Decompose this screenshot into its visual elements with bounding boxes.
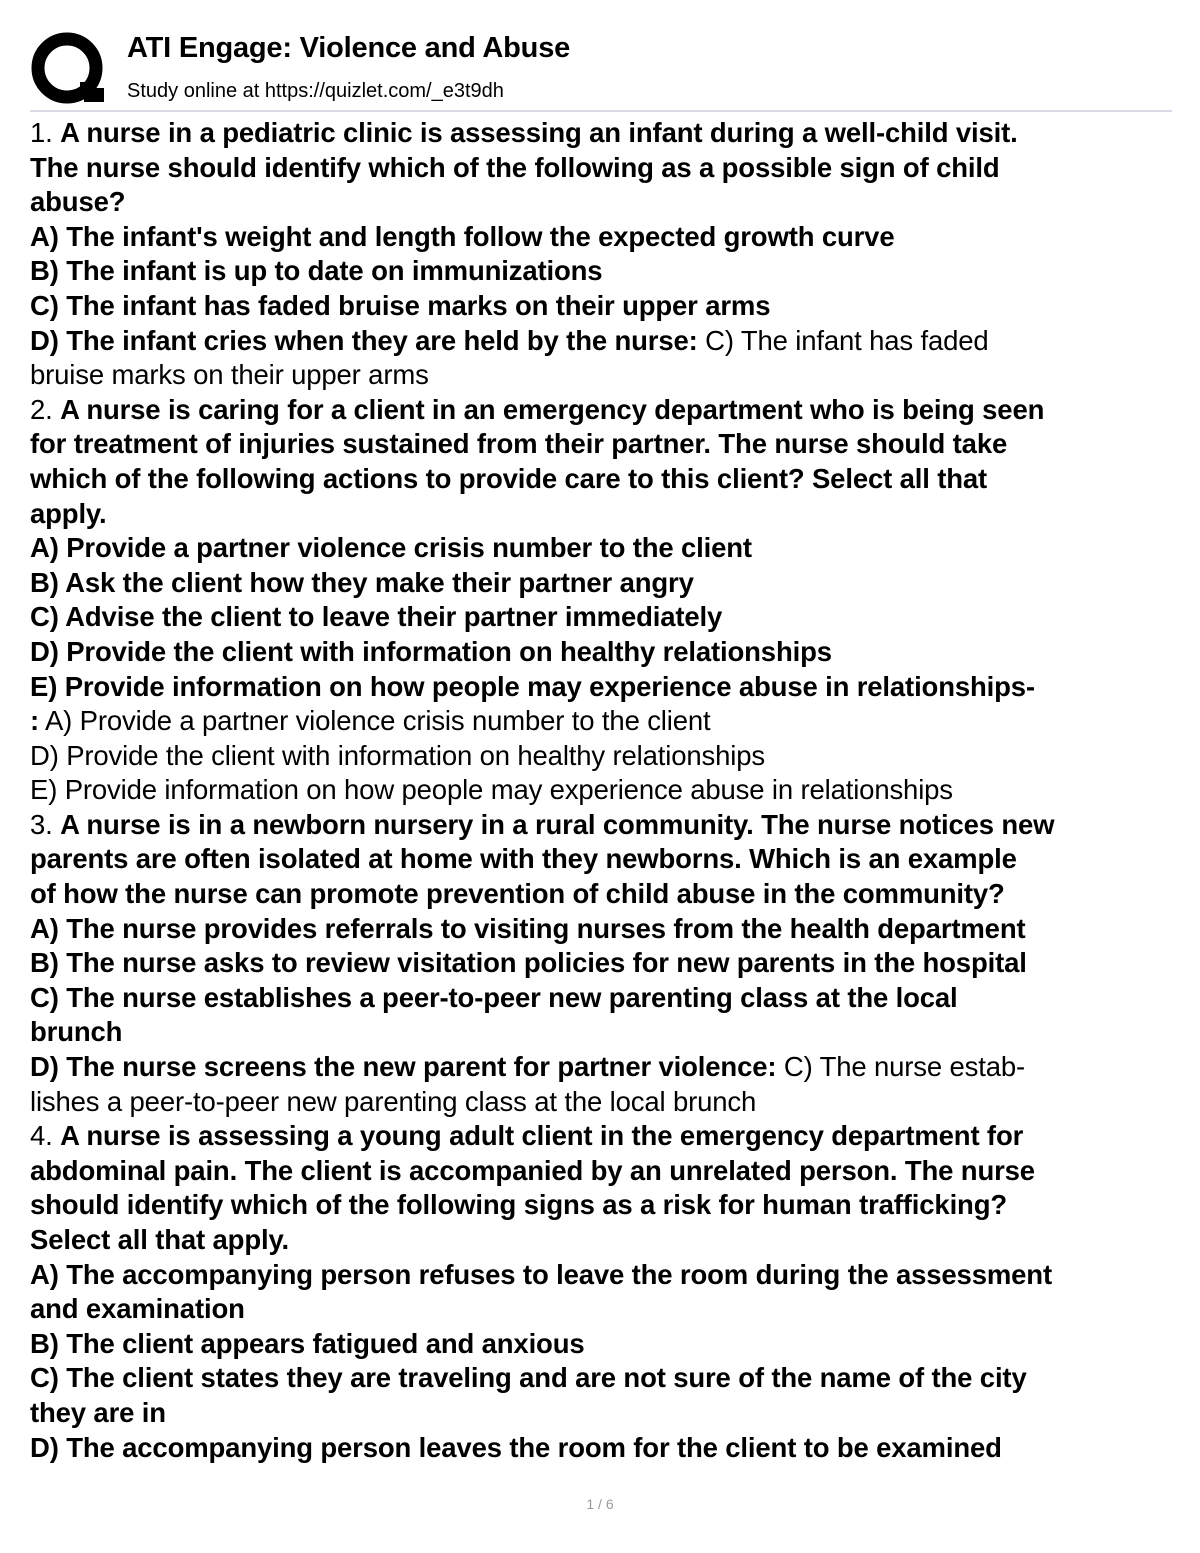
question-2-option: C) Advise the client to leave their partner immediately	[30, 601, 723, 633]
question-1-prompt-line: The nurse should identify which of the following as a possible sign of child	[30, 151, 1000, 183]
question-2-answer: D) Provide the client with information on healthy relationships	[30, 739, 765, 771]
question-1-prompt-line: 1. A nurse in a pediatric clinic is assessing an infant during a well-child visit.	[30, 117, 1018, 148]
study-link-text: Study online at https://quizlet.com/_e3t9dh	[127, 80, 504, 102]
question-list	[30, 116, 1180, 1465]
question-1-option: A) The infant's weight and length follow the expected growth curve	[30, 220, 895, 252]
question-4-prompt-line: should identify which of the following signs as a risk for human trafficking?	[30, 1189, 1008, 1221]
question-4-prompt-line: Select all that apply.	[30, 1224, 290, 1255]
question-2-prompt-line: which of the following actions to provide care to this client? Select all that	[30, 462, 988, 494]
question-4-option: D) The accompanying person leaves the room for the client to be examined	[30, 1431, 1002, 1463]
question-1-answer: C) The infant has faded	[697, 324, 989, 356]
question-4-option: A) The accompanying person refuses to leave the room during the assessment	[30, 1258, 1052, 1290]
question-4-option: B) The client appears fatigued and anxious	[30, 1327, 585, 1359]
question-4-prompt-line: abdominal pain. The client is accompanied by an unrelated person. The nurse	[30, 1154, 1035, 1186]
question-3-prompt-line: 3. A nurse is in a newborn nursery in a rural community. The nurse notices new	[30, 808, 1055, 840]
page-number: 1 / 6	[586, 1496, 614, 1512]
question-2-answer-line	[30, 704, 1180, 739]
question-3-option: C) The nurse establishes a peer-to-peer new parenting class at the local	[30, 981, 958, 1013]
question-3-answer: C) The nurse estab-	[776, 1051, 1026, 1083]
quizlet-logo-icon	[30, 32, 106, 108]
document-title: ATI Engage: Violence and Abuse	[127, 32, 571, 64]
question-1-last-option-line	[30, 324, 1180, 359]
question-3-option: A) The nurse provides referrals to visiting nurses from the health department	[30, 912, 1026, 944]
question-4-option: and examination	[30, 1293, 245, 1325]
question-2-answer: E) Provide information on how people may experience abuse in relationships	[30, 774, 953, 806]
question-number: 1.	[30, 117, 53, 148]
question-2-answer: A) Provide a partner violence crisis number to the client	[39, 705, 711, 737]
question-1-prompt-line: abuse?	[30, 186, 126, 218]
question-3-prompt-line: parents are often isolated at home with they newborns. Which is an example	[30, 843, 1017, 875]
question-2-option: E) Provide information on how people may experience abuse in relationships-	[30, 670, 1035, 702]
question-number: 3.	[30, 808, 53, 840]
question-number: 2.	[30, 393, 53, 425]
question-4-option: they are in	[30, 1396, 166, 1428]
question-2-prompt-line: apply.	[30, 497, 107, 529]
question-2-option: A) Provide a partner violence crisis number to the client	[30, 532, 752, 564]
question-3-prompt-line: of how the nurse can promote prevention of child abuse in the community?	[30, 878, 1005, 910]
question-3-last-option-line	[30, 1050, 1180, 1085]
question-3-option: D) The nurse screens the new parent for partner violence:	[30, 1051, 777, 1083]
header-divider	[30, 110, 1172, 112]
question-4-prompt-line: 4. A nurse is assessing a young adult client in the emergency department for	[30, 1120, 1024, 1152]
question-1-option: B) The infant is up to date on immunizations	[30, 255, 603, 287]
answer-separator: :	[30, 705, 40, 737]
question-3-option: brunch	[30, 1016, 123, 1048]
question-2-option: D) Provide the client with information on healthy relationships	[30, 635, 832, 667]
question-1-option: D) The infant cries when they are held by the nurse:	[30, 324, 698, 356]
question-2-option: B) Ask the client how they make their partner angry	[30, 566, 694, 598]
question-2-prompt-line: for treatment of injuries sustained from their partner. The nurse should take	[30, 428, 1008, 460]
question-number: 4.	[30, 1120, 53, 1152]
question-1-answer: bruise marks on their upper arms	[30, 359, 429, 391]
question-3-option: B) The nurse asks to review visitation policies for new parents in the hospital	[30, 947, 1027, 979]
question-4-option: C) The client states they are traveling and are not sure of the name of the city	[30, 1362, 1027, 1394]
question-3-answer: lishes a peer-to-peer new parenting class at the local brunch	[30, 1085, 757, 1117]
question-1-option: C) The infant has faded bruise marks on their upper arms	[30, 289, 771, 321]
question-2-prompt-line: 2. A nurse is caring for a client in an emergency department who is being seen	[30, 393, 1045, 425]
